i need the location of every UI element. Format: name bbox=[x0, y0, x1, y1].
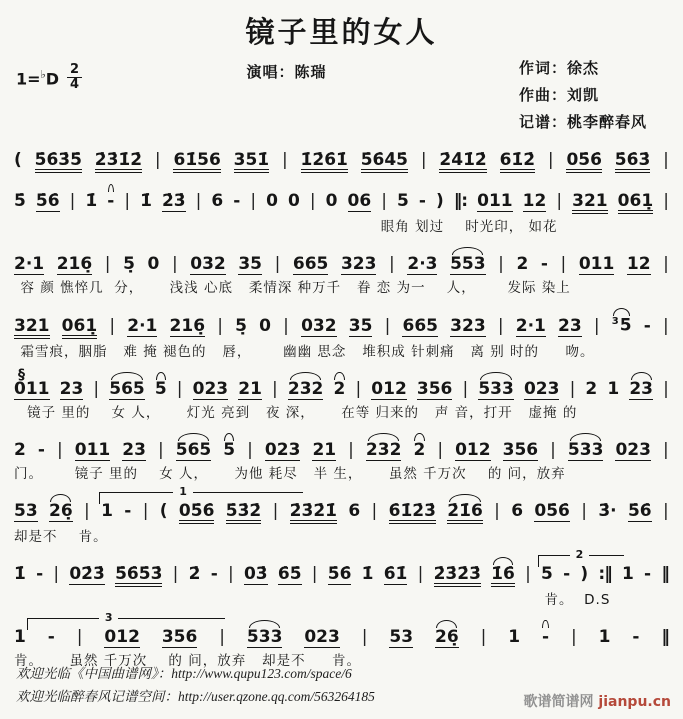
lyricist-credit: 作词：徐杰 bbox=[518, 59, 599, 77]
note-group: 356 bbox=[161, 626, 198, 647]
note-group: 23 bbox=[558, 315, 582, 336]
note-group: 351̇ bbox=[234, 152, 270, 173]
note-group: 6̇5̇ bbox=[277, 563, 302, 584]
lyrics-row: 却是不 肯。 bbox=[14, 528, 108, 545]
note-group: 12 bbox=[522, 191, 547, 211]
barline: | bbox=[381, 191, 387, 211]
barline: | bbox=[309, 191, 316, 211]
site-watermark bbox=[524, 691, 671, 711]
note-group: 0 bbox=[259, 315, 271, 336]
note-group: - bbox=[540, 254, 548, 274]
note-group: 06 bbox=[347, 191, 372, 211]
barline: | bbox=[109, 315, 116, 336]
flat-sign: ♭ bbox=[40, 67, 46, 81]
barline: | bbox=[53, 563, 60, 584]
note-group: 1̇6̇ bbox=[491, 566, 515, 587]
barline: | bbox=[272, 378, 278, 399]
note-group: 5̇6̇4̇5̇ bbox=[361, 152, 408, 173]
note-group: 05̇6̇ bbox=[179, 503, 215, 524]
barline: | bbox=[389, 254, 395, 274]
note-group: ) bbox=[435, 191, 444, 211]
note-group: 35 bbox=[348, 315, 373, 336]
note-group: 3̇· bbox=[598, 500, 617, 521]
note-group: 05̇6̇ bbox=[534, 500, 570, 521]
barline: | bbox=[124, 191, 131, 211]
lyrics-row: 肯。 D.S bbox=[544, 591, 611, 608]
note-group: - bbox=[643, 315, 651, 336]
note-group: 6̇1̇ bbox=[383, 563, 408, 584]
note-group: 5̣ bbox=[235, 315, 247, 336]
score-line-2 bbox=[14, 182, 669, 236]
barline: | bbox=[571, 626, 577, 647]
barline: | bbox=[550, 439, 556, 460]
barline: | bbox=[247, 439, 253, 460]
note-group: 1̇ bbox=[361, 563, 374, 584]
note-group: 0 bbox=[288, 191, 300, 211]
barline: | bbox=[69, 191, 76, 211]
note-group: 5 bbox=[223, 439, 236, 460]
barline: | bbox=[311, 563, 318, 584]
barline: | bbox=[384, 315, 391, 336]
note-group: 23 bbox=[122, 439, 146, 460]
note-group: 2̇1̇6 bbox=[447, 503, 483, 524]
barline: | bbox=[498, 254, 504, 274]
score-line-7 bbox=[14, 484, 669, 546]
note-group: 565 bbox=[109, 378, 145, 399]
note-group: ‖: bbox=[453, 191, 468, 211]
note-group: 2·1 bbox=[515, 315, 546, 336]
note-group: 011 bbox=[74, 439, 111, 460]
barline: | bbox=[104, 254, 111, 274]
barline: | bbox=[663, 315, 669, 336]
note-group: 21 bbox=[312, 439, 337, 460]
note-group: 011 bbox=[14, 378, 50, 399]
note-group: 53 bbox=[389, 626, 414, 647]
lyrics-row: 容 颜 憔悴几 分， 浅浅 心底 柔情深 种万千 眷 恋 为一 人， 发际 染上 bbox=[20, 280, 571, 296]
note-group: 232 bbox=[287, 378, 324, 399]
note-group: 321 bbox=[14, 318, 50, 339]
transcriber-credit: 记谱：桃李醉春风 bbox=[518, 113, 647, 131]
ending-number: 3 bbox=[99, 611, 119, 624]
barline: | bbox=[662, 439, 669, 460]
notation-row bbox=[14, 141, 669, 173]
key-prefix: 1=♭D bbox=[16, 67, 60, 88]
note-group: ‖ bbox=[661, 563, 669, 584]
barline: | bbox=[437, 439, 444, 460]
barline: | bbox=[663, 254, 669, 274]
note-group: 1̇2̇6̇1̇ bbox=[301, 152, 348, 173]
note-group: 5̇6̇5̇3̇ bbox=[115, 566, 162, 587]
barline: | bbox=[560, 254, 567, 274]
note-group: ) bbox=[580, 563, 589, 584]
note-group: - bbox=[233, 191, 241, 211]
note-group: 2 bbox=[585, 378, 598, 399]
barline: | bbox=[494, 500, 500, 521]
barline: | bbox=[593, 315, 600, 336]
barline: | bbox=[157, 439, 164, 460]
barline: | bbox=[76, 626, 83, 647]
note-group: 216̣ bbox=[56, 254, 93, 274]
note-group: 26̣ bbox=[435, 626, 459, 647]
barline: | bbox=[581, 500, 587, 521]
meter-denominator: 4 bbox=[70, 77, 80, 93]
note-group: 5 bbox=[154, 378, 167, 399]
note-group: - bbox=[36, 563, 44, 584]
key-note: D bbox=[45, 68, 60, 88]
barline: | bbox=[663, 378, 669, 399]
note-group: 011 bbox=[578, 254, 615, 274]
note-group: 0 bbox=[147, 254, 160, 274]
credits-block bbox=[519, 55, 647, 136]
note-group: 665 bbox=[402, 315, 438, 336]
lyrics-row: 眼角 划过 时光印， 如花 bbox=[380, 219, 558, 235]
note-group: 1 bbox=[14, 626, 26, 647]
note-group: 1 bbox=[508, 626, 521, 647]
lyrics-row: 肯。 虽然 千万次 的 问，放弃 却是不 肯。 bbox=[14, 652, 362, 669]
note-group: 5̇3̇2̇ bbox=[226, 503, 262, 524]
note-group: 323 bbox=[340, 254, 377, 274]
note-group: 5̇6̇ bbox=[627, 500, 652, 521]
note-group: 12 bbox=[626, 254, 651, 274]
composer-credit: 作曲：刘凯 bbox=[518, 86, 599, 104]
footer-line-qzone: 欢迎光临醉春风记谱空间：http://user.qzone.qq.com/563264185 bbox=[16, 689, 375, 705]
barline: | bbox=[480, 626, 487, 647]
note-group: 023 bbox=[192, 378, 229, 399]
barline: | bbox=[497, 315, 504, 336]
note-group: - bbox=[542, 626, 550, 647]
note-group: 1̇ bbox=[140, 191, 152, 211]
footer-links bbox=[16, 662, 375, 709]
note-group: 1̇ bbox=[85, 191, 98, 211]
footer-line-qupu: 欢迎光临《中国曲谱网》：http://www.qupu123.com/space/6 bbox=[16, 665, 352, 681]
barline: | bbox=[93, 378, 100, 399]
note-group: 011 bbox=[477, 191, 513, 211]
note-group: 2̇3̇2̇3̇ bbox=[434, 566, 481, 587]
note-group: 5̣ bbox=[123, 254, 135, 274]
note-group: 032 bbox=[190, 254, 226, 274]
barline: | bbox=[84, 500, 90, 521]
barline: | bbox=[283, 315, 289, 336]
note-group: 2̇ bbox=[188, 563, 201, 584]
note-group: 356 bbox=[502, 439, 539, 460]
notation-row bbox=[14, 245, 669, 275]
note-group: 1 bbox=[101, 500, 113, 521]
note-group: 2·1 bbox=[127, 315, 158, 336]
segno-mark: § bbox=[18, 366, 25, 383]
note-group: 216̣ bbox=[169, 315, 206, 336]
barline: | bbox=[420, 150, 427, 170]
song-title: 镜子里的女人 bbox=[245, 15, 438, 49]
note-group: 5̇6̇ bbox=[35, 191, 60, 211]
note-group: 2·3 bbox=[407, 254, 438, 274]
note-group: 61̇56 bbox=[173, 152, 220, 173]
watermark-site-name: 歌谱简谱网 bbox=[523, 694, 599, 710]
note-group: 2 bbox=[516, 254, 529, 274]
barline: | bbox=[663, 191, 669, 211]
note-group: 665 bbox=[292, 254, 329, 274]
barline: | bbox=[154, 150, 161, 170]
note-group: 5 bbox=[397, 191, 409, 211]
ending-number: 2 bbox=[570, 548, 590, 561]
note-group: - bbox=[418, 191, 426, 211]
barline: | bbox=[569, 378, 576, 399]
note-group: 0 bbox=[266, 191, 278, 211]
notation-row bbox=[14, 431, 669, 461]
note-group: 032 bbox=[301, 315, 337, 336]
note-group: 023 bbox=[615, 439, 651, 460]
note-group: 232 bbox=[365, 439, 402, 460]
note-group: 05̇6̇ bbox=[566, 152, 602, 173]
lyrics-row: 霜雪痕，胭脂 难 掩 褪色的 唇， 幽幽 思念 堆积成 针刺痛 离 别 时的 吻。 bbox=[20, 343, 595, 360]
watermark-domain: jianpu.cn bbox=[598, 694, 671, 710]
barline: | bbox=[272, 500, 279, 521]
note-group: 1 bbox=[607, 378, 620, 399]
note-group: ‖ bbox=[661, 626, 669, 647]
note-group: 2 bbox=[14, 439, 26, 460]
note-group: 5̇6̇ bbox=[327, 563, 352, 584]
barline: | bbox=[556, 191, 563, 211]
note-group: 2̇3̇ bbox=[161, 191, 186, 211]
note-group: 533 bbox=[567, 439, 604, 460]
note-group: 553 bbox=[450, 254, 486, 274]
ending-number: 1 bbox=[173, 485, 193, 498]
note-group: 5̇6̇3̇5̇ bbox=[35, 152, 82, 173]
barline: | bbox=[547, 150, 554, 170]
barline: | bbox=[417, 563, 424, 584]
note-group: - bbox=[47, 626, 55, 647]
note-group: - bbox=[632, 626, 640, 647]
barline: | bbox=[348, 439, 354, 460]
barline: | bbox=[355, 378, 362, 399]
note-group: 6 bbox=[511, 500, 524, 521]
lyrics-row: 门。 镜子 里的 女 人， 为他 耗尽 半 生， 虽然 千万次 的 问，放弃 bbox=[14, 465, 566, 482]
note-group: - bbox=[107, 191, 115, 211]
note-group: 1 bbox=[598, 626, 611, 647]
note-group: 2̇4̇1̇2̇ bbox=[439, 152, 486, 173]
note-group: 1 bbox=[621, 563, 634, 584]
barline: | bbox=[176, 378, 183, 399]
note-group: 0 bbox=[325, 191, 338, 211]
note-group: 2 bbox=[413, 439, 426, 460]
barline: | bbox=[56, 439, 63, 460]
note-group: 023 bbox=[304, 626, 340, 647]
header-meta bbox=[14, 51, 669, 139]
note-group: - bbox=[644, 563, 652, 584]
grace-note: 3 bbox=[611, 316, 619, 327]
barline: | bbox=[663, 150, 669, 170]
barline: | bbox=[217, 315, 223, 336]
note-group: - bbox=[124, 500, 132, 521]
note-group: 533 bbox=[246, 626, 283, 647]
note-group: 012 bbox=[455, 439, 491, 460]
note-group: :‖ bbox=[598, 563, 612, 584]
note-group: 321 bbox=[572, 193, 608, 214]
barline: | bbox=[662, 500, 669, 521]
barline: | bbox=[250, 191, 257, 211]
note-group: 012 bbox=[371, 378, 407, 399]
barline: | bbox=[281, 150, 288, 170]
note-group: 023 bbox=[523, 378, 560, 399]
barline: | bbox=[525, 563, 531, 584]
note-group: ( bbox=[14, 150, 22, 170]
barline: | bbox=[219, 626, 225, 647]
note-group: 1̇ bbox=[14, 563, 26, 584]
note-group: 5̇6̇3̇ bbox=[615, 152, 651, 173]
note-group: 03̇ bbox=[243, 563, 268, 584]
notation-area bbox=[14, 141, 669, 670]
note-group: 6̇1̇2̇3̇ bbox=[389, 503, 436, 524]
singer-credit: 演唱：陈瑞 bbox=[246, 63, 327, 81]
note-group: 21 bbox=[238, 378, 262, 399]
note-group: 012 bbox=[104, 626, 140, 647]
note-group: - bbox=[37, 439, 45, 460]
note-group: 023 bbox=[264, 439, 301, 460]
note-group: 5 bbox=[541, 563, 553, 584]
note-group: - bbox=[210, 563, 218, 584]
score-line-4 bbox=[14, 306, 669, 361]
barline: | bbox=[371, 500, 378, 521]
notation-row bbox=[14, 370, 669, 400]
score-line-5 bbox=[14, 366, 669, 422]
note-group: 02̇3̇ bbox=[69, 563, 105, 584]
note-group: - bbox=[563, 563, 571, 584]
note-group: 565 bbox=[175, 439, 212, 460]
note-group: 23 bbox=[629, 378, 653, 399]
note-group: 6 bbox=[211, 191, 224, 211]
score-line-6 bbox=[14, 431, 669, 483]
barline: | bbox=[171, 254, 178, 274]
note-group: 26̣ bbox=[49, 500, 73, 521]
note-group: 061̣ bbox=[62, 318, 98, 339]
note-group: 533 bbox=[478, 378, 514, 399]
lyrics-row: 镜子 里的 女 人， 灯光 亮到 夜 深， 在等 归来的 声 音，打开 虚掩 的 bbox=[27, 404, 578, 421]
note-group: 061̣ bbox=[618, 193, 654, 214]
score-line-8 bbox=[14, 547, 669, 609]
score-line-3 bbox=[14, 245, 669, 297]
barline: | bbox=[274, 254, 281, 274]
barline: | bbox=[227, 563, 234, 584]
barline: | bbox=[361, 626, 368, 647]
barline: | bbox=[172, 563, 179, 584]
note-group: 2̇3̇2̇1̇ bbox=[290, 503, 337, 524]
note-group: 61̇2̇ bbox=[500, 152, 536, 173]
note-group: 23 bbox=[59, 378, 84, 399]
note-group: 2̇3̇1̇2̇ bbox=[95, 152, 142, 173]
note-group: 35 bbox=[238, 254, 262, 274]
meter-numerator: 2 bbox=[67, 63, 82, 78]
note-group: 2·1 bbox=[14, 254, 45, 274]
barline: | bbox=[462, 378, 469, 399]
note-group: 356 bbox=[416, 378, 453, 399]
notation-row bbox=[14, 182, 669, 214]
note-group: 5̇ bbox=[14, 191, 26, 211]
barline: | bbox=[142, 500, 149, 521]
barline: | bbox=[195, 191, 202, 211]
note-group: ( bbox=[159, 500, 168, 521]
score-line-1 bbox=[14, 141, 669, 173]
notation-row bbox=[14, 306, 669, 339]
note-group: 323 bbox=[450, 315, 486, 336]
note-group: 2 bbox=[333, 378, 346, 399]
note-group: $^3$5 bbox=[611, 315, 632, 336]
note-group: 6 bbox=[348, 500, 361, 521]
note-group: 53 bbox=[14, 500, 38, 521]
